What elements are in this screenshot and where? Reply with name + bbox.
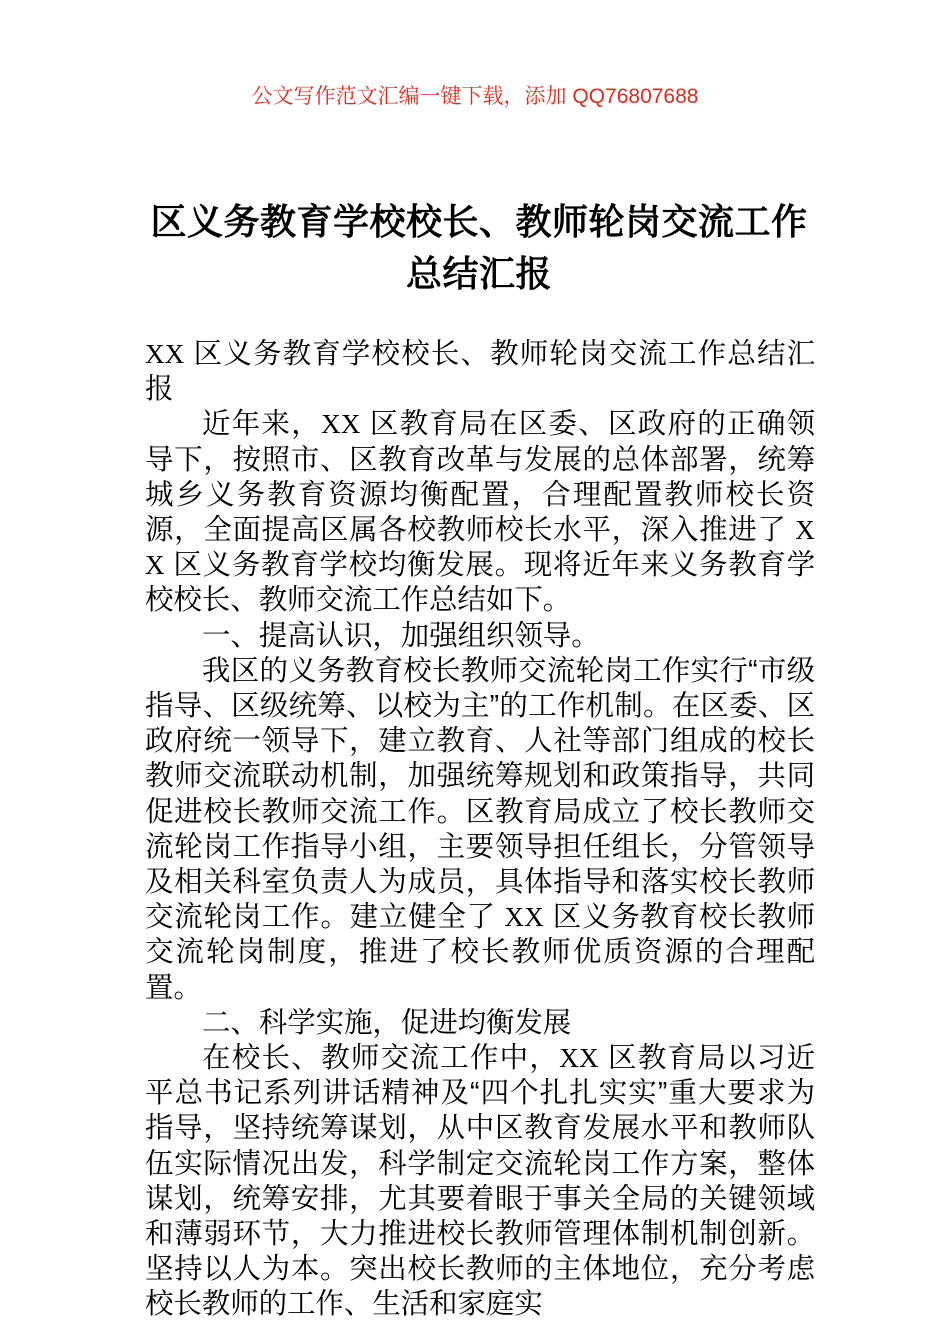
promo-watermark-text: 公文写作范文汇编一键下载，添加 QQ76807688 xyxy=(251,85,699,108)
paragraph-section-1-body: 我区的义务教育校长教师交流轮岗工作实行“市级指导、区级统筹、以校为主”的工作机制。在区委、区政府统一领导下，建立教育、人社等部门组成的校长教师交流联动机制，加强统筹规划和政策指导，共同促进校长教师交流工作。区教育局成立了校长教师交流轮岗工作指导小组，主要领导担任组长，分管领导及相关科室负责人为成员，具体指导和落实校长教师交流轮岗工作。建立健全了 XX 区义务教育校长教师交流轮岗制度，推进了校长教师优质资源的合理配置。 xyxy=(145,654,816,1004)
paragraph-intro: 近年来，XX 区教育局在区委、区政府的正确领导下，按照市、区教育改革与发展的总体部署，统筹城乡义务教育资源均衡配置，合理配置教师校长资源，全面提高区属各校教师校长水平，深入推进了 XX 区义务教育学校均衡发展。现将近年来义务教育学校校长、教师交流工作总结如下。 xyxy=(145,408,815,617)
paragraph-heading-line: XX 区义务教育学校校长、教师轮岗交流工作总结汇报 xyxy=(145,338,815,406)
latin-run: XX xyxy=(504,902,545,933)
document-body xyxy=(145,337,815,1323)
paragraph-section-2-body: 在校长、教师交流工作中，XX 区教育局以习近平总书记系列讲话精神及“四个扎扎实实”重大要求为指导，坚持统筹谋划，从中区教育发展水平和教师队伍实际情况出发，科学制定交流轮岗工作方案，整体谋划，统筹安排，尤其要着眼于事关全局的关键领域和薄弱环节，大力推进校长教师管理体制机制创新。坚持以人为本。突出校长教师的主体地位，充分考虑校长教师的工作、生活和家庭实 xyxy=(145,1042,815,1321)
paragraph-section-2-heading: 二、科学实施，促进均衡发展 xyxy=(202,1006,572,1039)
latin-run: XX xyxy=(145,515,815,581)
latin-run: XX xyxy=(559,1043,599,1074)
paragraph-section-1-heading: 一、提高认识，加强组织领导。 xyxy=(202,619,600,652)
latin-run: XX xyxy=(321,409,361,440)
latin-run: XX xyxy=(145,339,185,369)
document-title: 区义务教育学校校长、教师轮岗交流工作总结汇报 xyxy=(150,201,808,295)
